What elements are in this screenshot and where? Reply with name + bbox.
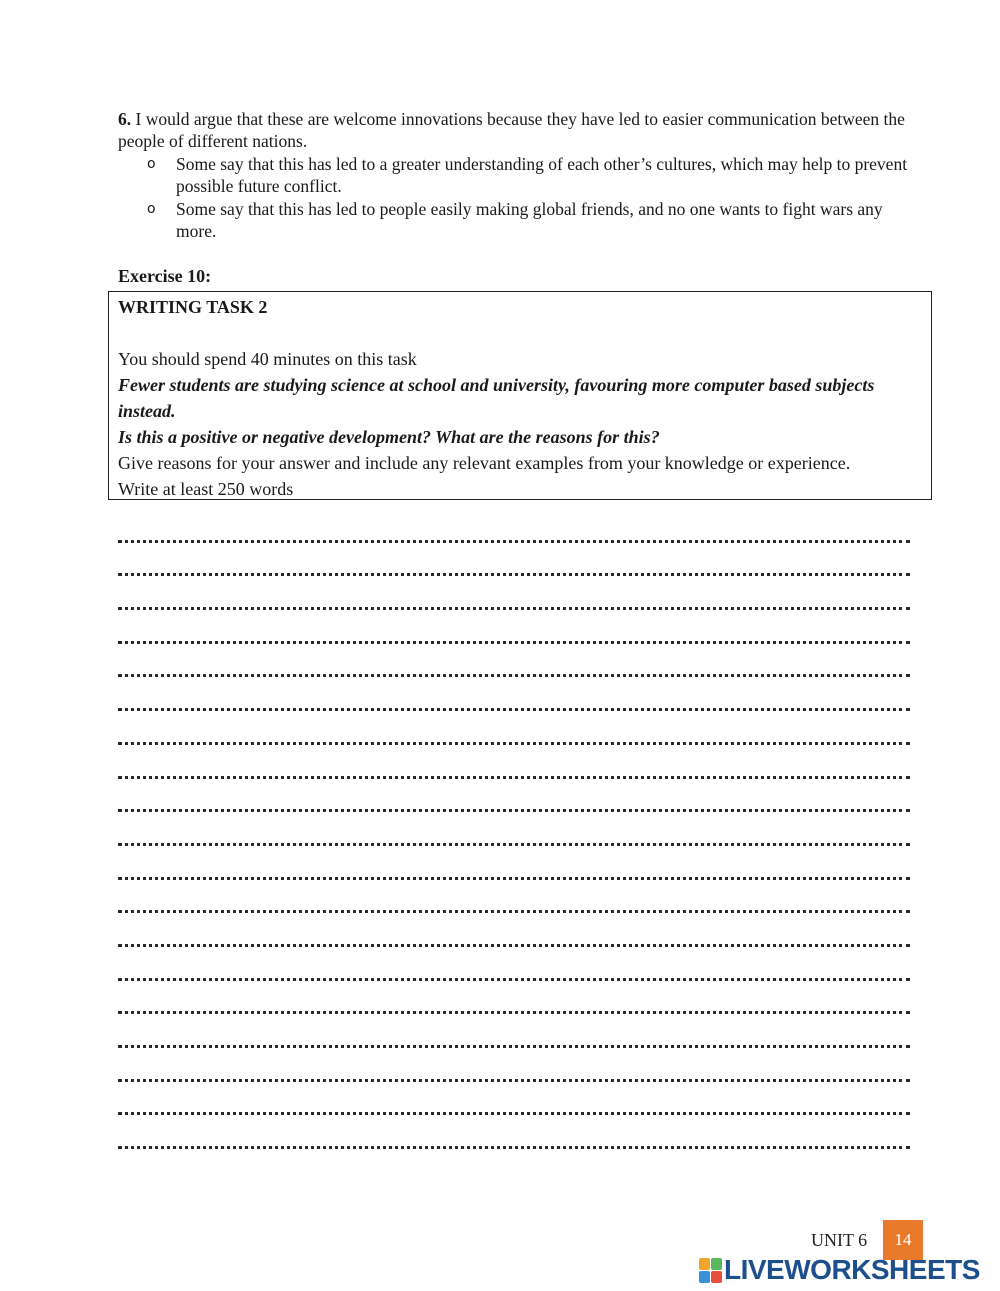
writing-line[interactable]: [118, 1082, 910, 1116]
bullet-list: [118, 153, 918, 242]
writing-line[interactable]: [118, 543, 910, 577]
writing-line[interactable]: [118, 913, 910, 947]
writing-line[interactable]: [118, 677, 910, 711]
intro-paragraph: [118, 108, 918, 242]
writing-line[interactable]: [118, 509, 910, 543]
writing-line[interactable]: [118, 812, 910, 846]
intro-text: [118, 108, 918, 152]
item-number: 6.: [118, 109, 132, 129]
bullet-marker: o: [147, 156, 156, 172]
writing-line[interactable]: [118, 947, 910, 981]
unit-label: UNIT 6: [811, 1230, 868, 1250]
writing-line[interactable]: [118, 1115, 910, 1149]
intro-sentence: I would argue that these are welcome innovations because they have led to easier communication between the people of different nations.: [118, 109, 905, 151]
writing-line[interactable]: [118, 981, 910, 1015]
bullet-marker: o: [147, 201, 156, 217]
writing-line[interactable]: [118, 610, 910, 644]
bullet-item: o Some say that this has led to a greater understanding of each other’s cultures, which may help to prevent possible future conflict.: [147, 154, 908, 196]
task-question: Is this a positive or negative development? What are the reasons for this?: [118, 427, 660, 447]
liveworksheets-icon: [699, 1258, 721, 1282]
task-instruction: Give reasons for your answer and include any relevant examples from your knowledge or experience.: [118, 453, 851, 473]
writing-line[interactable]: [118, 644, 910, 678]
task-prompt: Fewer students are studying science at school and university, favouring more computer based subjects instead.: [118, 375, 875, 421]
bullet-item: o Some say that this has led to people easily making global friends, and no one wants to fight wars any more.: [147, 199, 883, 241]
answer-writing-area[interactable]: [118, 527, 910, 1167]
brand-logo: [699, 1255, 980, 1285]
writing-line[interactable]: [118, 880, 910, 914]
exercise-title: Exercise 10:: [118, 266, 212, 286]
writing-line[interactable]: [118, 1014, 910, 1048]
brand-name: LIVEWORKSHEETS: [724, 1254, 980, 1285]
page-number: 14: [894, 1230, 912, 1249]
writing-line[interactable]: [118, 779, 910, 813]
task-heading: WRITING TASK 2: [118, 297, 268, 317]
writing-line[interactable]: [118, 711, 910, 745]
writing-task-box: [108, 291, 932, 500]
writing-line[interactable]: [118, 576, 910, 610]
writing-line[interactable]: [118, 1048, 910, 1082]
writing-line[interactable]: [118, 745, 910, 779]
time-note: You should spend 40 minutes on this task: [118, 349, 417, 369]
writing-line[interactable]: [118, 846, 910, 880]
word-count-note: Write at least 250 words: [118, 479, 294, 499]
